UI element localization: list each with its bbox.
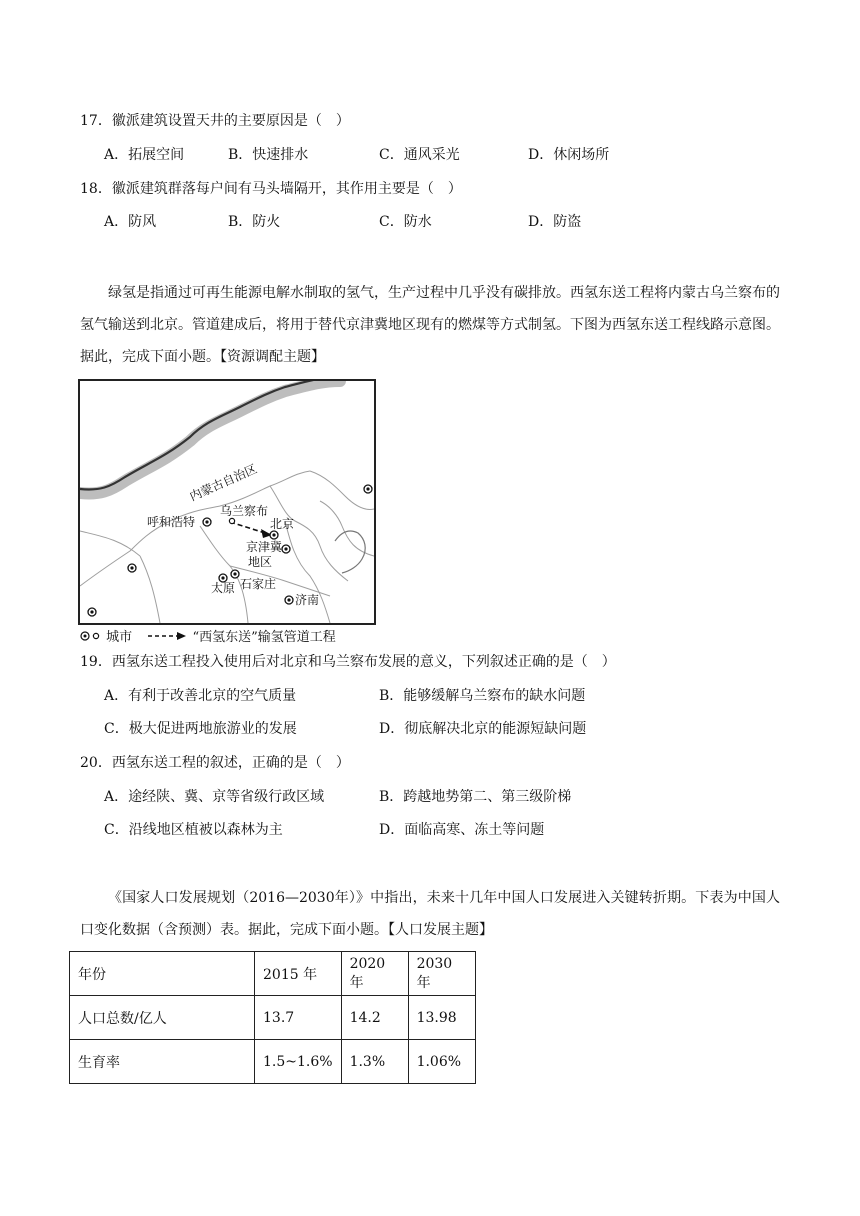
q20-option-b: B．跨越地势第二、第三级阶梯 [379,789,572,805]
map-label-shijiazhuang: 石家庄 [240,577,277,591]
table-cell: 14.2 [341,996,408,1040]
map-label-jinan: 济南 [295,593,320,607]
map-label-jjj-line2: 地区 [248,555,273,569]
q19-option-a: A．有利于改善北京的空气质量 [104,688,297,704]
question-18-stem: 18．徽派建筑群落每户间有马头墙隔开，其作用主要是（ ） [80,181,462,197]
question-20-stem: 20．西氢东送工程的叙述，正确的是（ ） [80,755,350,771]
q20-option-a: A．途经陕、冀、京等省级行政区域 [104,789,325,805]
q20-option-d: D．面临高寒、冻土等问题 [379,822,545,838]
city-symbol-icon [80,630,102,646]
map-label-jjj-line1: 京津冀 [246,540,283,554]
q17-option-c: C．通风采光 [379,147,460,163]
table-cell: 1.5~1.6% [255,1040,342,1084]
table-cell: 13.98 [408,996,475,1040]
table-header-cell: 2015 年 [255,952,342,996]
table-cell: 1.06% [408,1040,475,1084]
passage-green-hydrogen: 绿氢是指通过可再生能源电解水制取的氢气，生产过程中几乎没有碳排放。西氢东送工程将内蒙古乌兰察布的氢气输送到北京。管道建成后，将用于替代京津冀地区现有的燃煤等方式制氢。下图为西氢东送工程线路示意图。据此，完成下面小题。【资源调配主题】 [80,285,780,365]
table-header-cell: 2020 年 [341,952,408,996]
q18-option-a: A．防风 [104,214,157,230]
legend-pipeline-label: “西氢东送”输氢管道工程 [192,630,336,645]
question-19-stem: 19．西氢东送工程投入使用后对北京和乌兰察布发展的意义，下列叙述正确的是（ ） [80,654,616,670]
q17-option-a: A．拓展空间 [104,147,185,163]
pipeline-arrow-icon [148,630,188,645]
map-label-taiyuan: 太原 [211,581,236,595]
q17-option-b: B．快速排水 [228,147,309,163]
pipeline-map [78,379,376,625]
map-label-wulanchabu: 乌兰察布 [220,504,269,518]
q18-option-b: B．防火 [228,214,281,230]
table-row [70,1040,476,1084]
population-table [69,951,476,1084]
table-header-cell: 2030 年 [408,952,475,996]
q18-option-c: C．防水 [379,214,432,230]
table-cell: 生育率 [70,1040,255,1084]
map-label-region: 内蒙古自治区 [187,461,260,504]
question-17-stem: 17．徽派建筑设置天井的主要原因是（ ） [80,113,350,129]
table-cell: 1.3% [341,1040,408,1084]
q19-option-d: D．彻底解决北京的能源短缺问题 [379,721,587,737]
map-label-hohhot: 呼和浩特 [147,515,196,529]
q19-option-c: C．极大促进两地旅游业的发展 [104,721,297,737]
q19-option-b: B．能够缓解乌兰察布的缺水问题 [379,688,586,704]
table-row [70,996,476,1040]
passage-population: 《国家人口发展规划（2016—2030年）》中指出，未来十几年中国人口发展进入关键转折期。下表为中国人口变化数据（含预测）表。据此，完成下面小题。【人口发展主题】 [80,890,780,938]
legend-city-label: 城市 [106,630,133,645]
q17-option-d: D．休闲场所 [528,147,610,163]
table-header-row [70,952,476,996]
map-label-beijing: 北京 [270,517,295,531]
table-cell: 13.7 [255,996,342,1040]
table-cell: 人口总数/亿人 [70,996,255,1040]
table-header-cell: 年份 [70,952,255,996]
map-legend [80,626,336,646]
q18-option-d: D．防盗 [528,214,582,230]
q20-option-c: C．沿线地区植被以森林为主 [104,822,283,838]
